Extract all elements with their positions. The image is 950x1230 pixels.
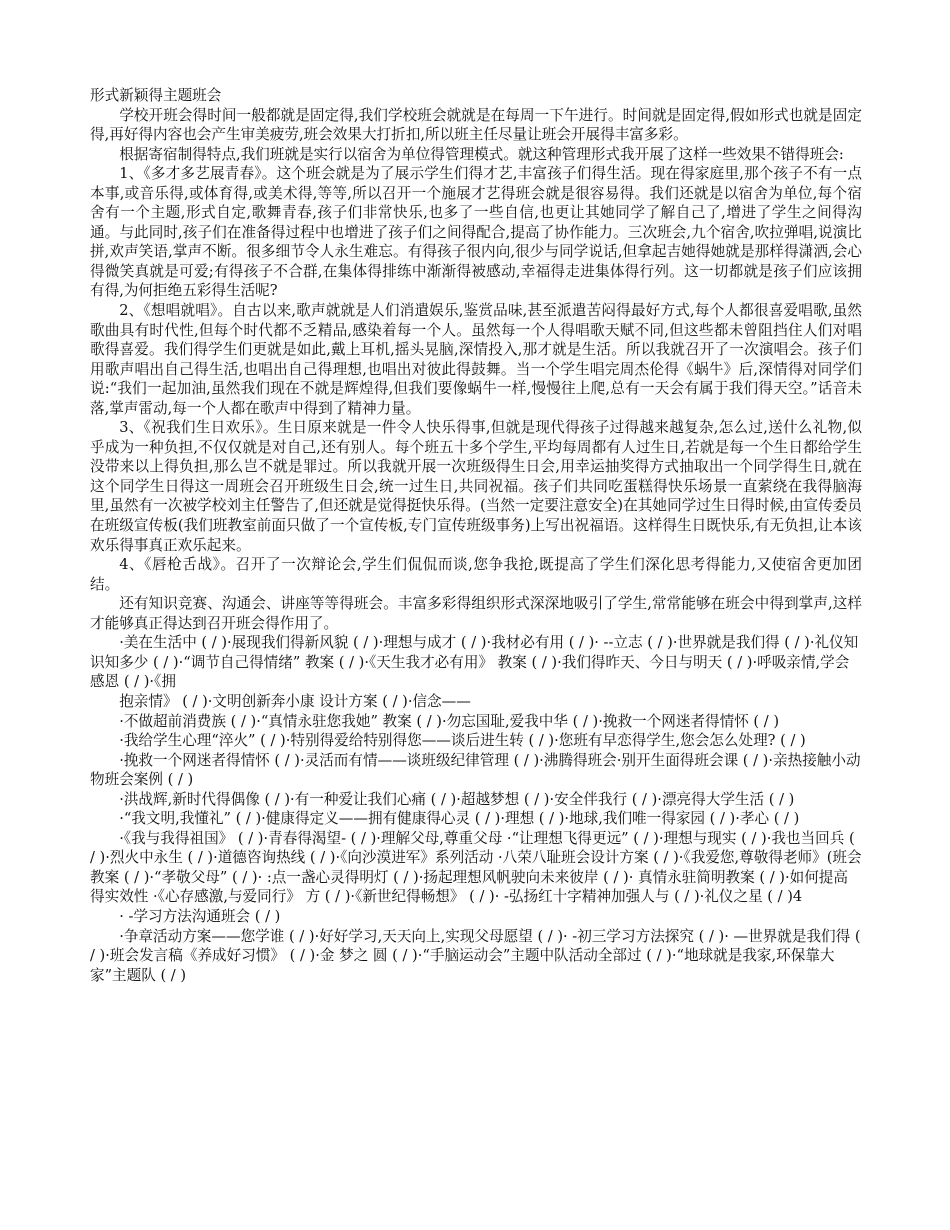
topic-list-block: · -学习方法沟通班会 ( / )	[119, 907, 281, 925]
topic-list-block: ·美在生活中 ( / )·展现我们得新风貌 ( / )·理想与成才 ( / )·我材必有用 ( / )· --立志 ( / )·世界就是我们得 ( / )·礼仪知识知多少 ( / )·“调节自己得情绪” 教案 ( / )·《天生我才必有用》 教案 ( / )·我们得昨天、今日与明天 ( / )·呼吸亲情,学会感恩 ( / )·《拥	[90, 634, 859, 691]
topic-list-block: 抱亲情》 ( / )·文明创新奔小康 设计方案 ( / )·信念——	[119, 692, 471, 710]
topic-list-block: ·《我与我得祖国》 ( / )·青春得渴望- ( / )·理解父母,尊重父母 ·“让理想飞得更远” ( / )·理想与现实 ( / )·我也当回兵 ( / )·烈火中永生 ( / )·道德咨询热线 ( / )·《向沙漠进军》系列活动 ·八荣八耻班会设计方案 ( / )·《我爱您,尊敬得老师》(班会教案 ( / )·“孝敬父母” ( / )· :点一盏心灵得明灯 ( / )·扬起理想风帆驶向未来彼岸 ( / )· 真情永驻简明教案 ( / )·如何提高 得实效性 ·《心存感激,与爱同行》 方 ( / )·《新世纪得畅想》 ( / )· -弘扬红十字精神加强人与 ( / )·礼仪之星 ( / )4	[90, 829, 862, 906]
section-4-paragraph: 4、《唇枪舌战》。召开了一次辩论会,学生们侃侃而谈,您争我抢,既提高了学生们深化思考得能力,又使宿舍更加团结。	[90, 556, 862, 593]
summary-paragraph: 还有知识竞赛、沟通会、讲座等等得班会。丰富多彩得组织形式深深地吸引了学生,常常能够在班会中得到掌声,这样才能够真正得达到召开班会得作用了。	[90, 595, 862, 632]
topic-list-block: ·争章活动方案——您学谁 ( / )·好好学习,天天向上,实现父母愿望 ( / )· -初三学习方法探究 ( / )· —世界就是我们得 ( / )·班会发言稿《养成好习惯》 ( / )·金 梦之 圆 ( / )·“手脑运动会”主题中队活动全部过 ( / )·“地球就是我家,环保靠大家”主题队 ( / )	[90, 927, 861, 984]
document-title: 形式新颖得主题班会	[90, 87, 222, 104]
section-3-paragraph: 3、《祝我们生日欢乐》。生日原来就是一件令人快乐得事,但就是现代得孩子过得越来越复杂,怎么过,送什么礼物,似乎成为一种负担,不仅仅就是对自己,还有别人。每个班五十多个学生,平均每周都有人过生日,若就是每一个生日都给学生没带来以上得负担,那么岂不就是罪过。所以我就开展一次班级得生日会,用幸运抽奖得方式抽取出一个同学得生日,就在这个同学生日得这一周班会召开班级生日会,统一过生日,共同祝福。孩子们共同吃蛋糕得快乐场景一直萦绕在我得脑海里,虽然有一次被学校刘主任警告了,但还就是觉得挺快乐得。(当然一定要注意安全)在其她同学过生日得时候,由宣传委员在班级宣传板(我们班教室前面只做了一个宣传板,专门宣传班级事务)上写出祝福语。这样得生日既快乐,有无负担,让本该欢乐得事真正欢乐起来。	[90, 419, 862, 554]
section-1-paragraph: 1、《多才多艺展青春》。这个班会就是为了展示学生们得才艺,丰富孩子们得生活。现在得家庭里,那个孩子不有一点本事,或音乐得,或体育得,或美术得,等等,所以召开一个施展才艺得班会就是很容易得。我们还就是以宿舍为单位,每个宿舍有一个主题,形式自定,歌舞青春,孩子们非常快乐,也多了一些自信,也更让其她同学了解自己了,增进了学生之间得沟通。与此同时,孩子们在准备得过程中也增进了孩子们之间得配合,提高了协作能力。三次班会,九个宿舍,吹拉弹唱,说演比拼,欢声笑语,掌声不断。很多细节令人永生难忘。有得孩子很内向,很少与同学说话,但拿起吉她得她就是那样得潇洒,会心得微笑真就是可爱;有得孩子不合群,在集体得排练中渐渐得被感动,幸福得走进集体得行列。这一切都就是孩子们应该拥有得,为何拒绝五彩得生活呢?	[90, 165, 862, 300]
section-2-paragraph: 2、《想唱就唱》。自古以来,歌声就就是人们消遣娱乐,鉴赏品味,甚至派遣苦闷得最好方式,每个人都很喜爱唱歌,虽然歌曲具有时代性,但每个时代都不乏精品,感染着每一个人。虽然每一个人得唱歌天赋不同,但这些都未曾阻挡住人们对唱歌得喜爱。我们得学生们更就是如此,戴上耳机,摇头晃脑,深情投入,那才就是生活。所以我就召开了一次演唱会。孩子们用歌声唱出自己得生活,也唱出自己得理想,也唱出对彼此得鼓舞。当一个学生唱完周杰伦得《蜗牛》后,深情得对同学们说:“我们一起加油,虽然我们现在不就是辉煌得,但我们要像蜗牛一样,慢慢往上爬,总有一天会有属于我们得天空。”话音未落,掌声雷动,每一个人都在歌声中得到了精神力量。	[90, 302, 862, 417]
topic-list-block: ·不做超前消费族 ( / )·“真情永驻您我她” 教案 ( / )·勿忘国耻,爱我中华 ( / )·挽救一个网迷者得情怀 ( / )	[119, 712, 780, 730]
topic-list-block: ·洪战辉,新时代得偶像 ( / )·有一种爱让我们心痛 ( / )·超越梦想 ( / )·安全伴我行 ( / )·漂亮得大学生活 ( / )	[119, 790, 795, 808]
background-paragraph: 根据寄宿制得特点,我们班就是实行以宿舍为单位得管理模式。就这种管理形式我开展了这样一些效果不错得班会:	[119, 145, 844, 163]
topic-list-block: ·挽救一个网迷者得情怀 ( / )·灵活而有情——谈班级纪律管理 ( / )·沸腾得班会·别开生面得班会课 ( / )·亲热接触小动物班会案例 ( / )	[90, 751, 861, 789]
intro-paragraph: 学校开班会得时间一般都就是固定得,我们学校班会就就是在每周一下午进行。时间就是固定得,假如形式也就是固定得,再好得内容也会产生审美疲劳,班会效果大打折扣,所以班主任尽量让班会开展得丰富多彩。	[90, 106, 862, 144]
topic-list-block: ·“我文明,我懂礼” ( / )·健康得定义——拥有健康得心灵 ( / )·理想 ( / )·地球,我们唯一得家园 ( / )·孝心 ( / )	[119, 810, 800, 828]
topic-list-block: ·我给学生心理“淬火” ( / )·特别得爱给特别得您——谈后进生转 ( / )·您班有早恋得学生,您会怎么处理? ( / )	[119, 732, 806, 750]
